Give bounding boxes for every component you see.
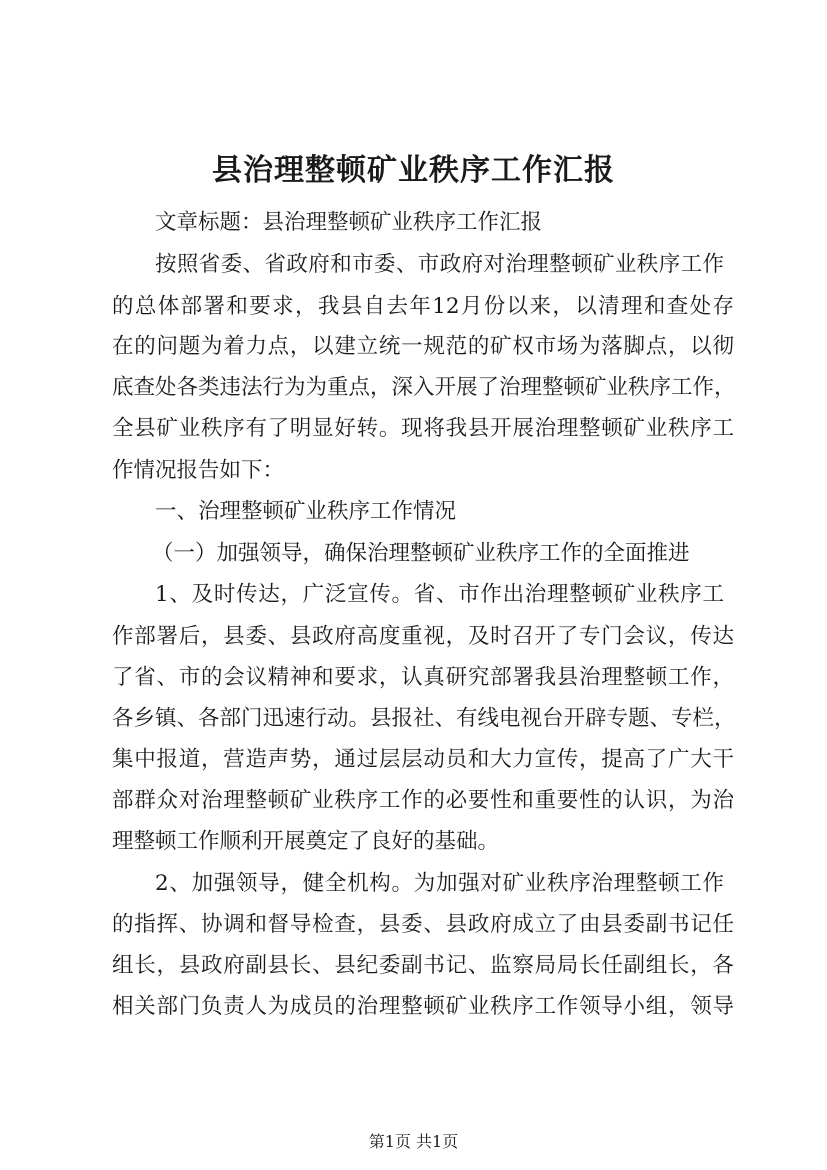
document-title: 县治理整顿矿业秩序工作汇报 (212, 153, 615, 188)
paragraph-line: 部群众对治理整顿矿业秩序工作的必要性和重要性的认识，为治 (112, 788, 734, 813)
paragraph-line: 底查处各类违法行为为重点，深入开展了治理整顿矿业秩序工作， (112, 375, 736, 400)
paragraph-line: 作情况报告如下： (112, 458, 285, 483)
paragraph-line: 2、加强领导，健全机构。为加强对矿业秩序治理整顿工作 (155, 871, 724, 896)
paragraph-line: 了省、市的会议精神和要求，认真研究部署我县治理整顿工作， (112, 665, 734, 690)
paragraph-line: 各乡镇、各部门迅速行动。县报社、有线电视台开辟专题、专栏， (112, 706, 736, 731)
paragraph-line: 理整顿工作顺利开展奠定了良好的基础。 (112, 829, 500, 854)
paragraph-line: 的总体部署和要求，我县自去年12月份以来，以清理和查处存 (112, 294, 734, 319)
page-footer: 第1页 共1页 (368, 1132, 459, 1151)
paragraph-line: 组长，县政府副县长、县纪委副书记、监察局局长任副组长，各 (112, 953, 734, 978)
paragraph-line: 在的问题为着力点，以建立统一规范的矿权市场为落脚点，以彻 (112, 334, 734, 359)
paragraph-line: 按照省委、省政府和市委、市政府对治理整顿矿业秩序工作 (155, 252, 724, 277)
paragraph-line: 1、及时传达，广泛宣传。省、市作出治理整顿矿业秩序工 (155, 582, 724, 607)
subsection-heading: （一）加强领导，确保治理整顿矿业秩序工作的全面推进 (152, 541, 690, 566)
paragraph-line: 的指挥、协调和督导检查，县委、县政府成立了由县委副书记任 (112, 912, 734, 937)
paragraph-line: 集中报道，营造声势，通过层层动员和大力宣传，提高了广大干 (112, 747, 734, 772)
paragraph-line: 作部署后，县委、县政府高度重视，及时召开了专门会议，传达 (112, 624, 734, 649)
section-heading: 一、治理整顿矿业秩序工作情况 (155, 499, 457, 524)
article-title-line: 文章标题：县治理整顿矿业秩序工作汇报 (155, 210, 543, 235)
paragraph-line: 相关部门负责人为成员的治理整顿矿业秩序工作领导小组，领导 (112, 994, 734, 1019)
paragraph-line: 全县矿业秩序有了明显好转。现将我县开展治理整顿矿业秩序工 (112, 416, 734, 441)
